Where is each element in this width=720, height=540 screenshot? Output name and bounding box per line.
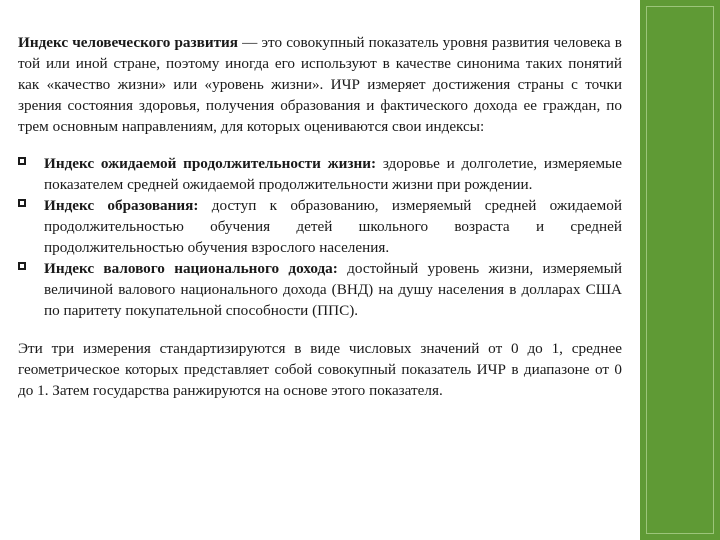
square-bullet-icon [18,157,26,165]
list-item [18,153,622,195]
square-bullet-icon [18,199,26,207]
list-item [18,258,622,321]
index-description: доступ к образованию, измеряемый средней ожидаемой продолжительностью обучения детей школьного возраста и средней продолжительностью обучения взрослого населения. [44,197,622,256]
decorative-sidebar [640,0,720,540]
intro-text: — это совокупный показатель уровня развития человека в той или иной стране, поэтому иногда его используют в качестве синонима таких понятий как «качество жизни» или «уровень жизни». ИЧР измеряет достижения страны с точки зрения состояния здоровья, получения образования и фактического дохода ее граждан, по трем основным направлениям, для которых оцениваются свои индексы: [18,34,622,135]
intro-paragraph [18,32,622,137]
outro-paragraph: Эти три измерения стандартизируются в виде числовых значений от 0 до 1, среднее геометрическое которых представляет собой совокупный показатель ИЧР в диапазоне от 0 до 1. Затем государства ранжируются на основе этого показателя. [18,340,622,399]
intro-term: Индекс человеческого развития [18,34,239,51]
square-bullet-icon [18,262,26,270]
index-name: Индекс ожидаемой продолжительности жизни: [44,155,377,172]
sidebar-inner-border [646,6,714,534]
slide-content [18,32,622,401]
list-item [18,195,622,258]
indices-list [18,153,622,321]
index-name: Индекс образования: [44,197,199,214]
index-description: здоровье и долголетие, измеряемые показателем средней ожидаемой продолжительности жизни при рождении. [44,155,623,193]
index-description: достойный уровень жизни, измеряемый величиной валового национального дохода (ВНД) на душу населения в долларах США по паритету покупательной способности (ППС). [44,260,623,319]
index-name: Индекс валового национального дохода: [44,260,338,277]
